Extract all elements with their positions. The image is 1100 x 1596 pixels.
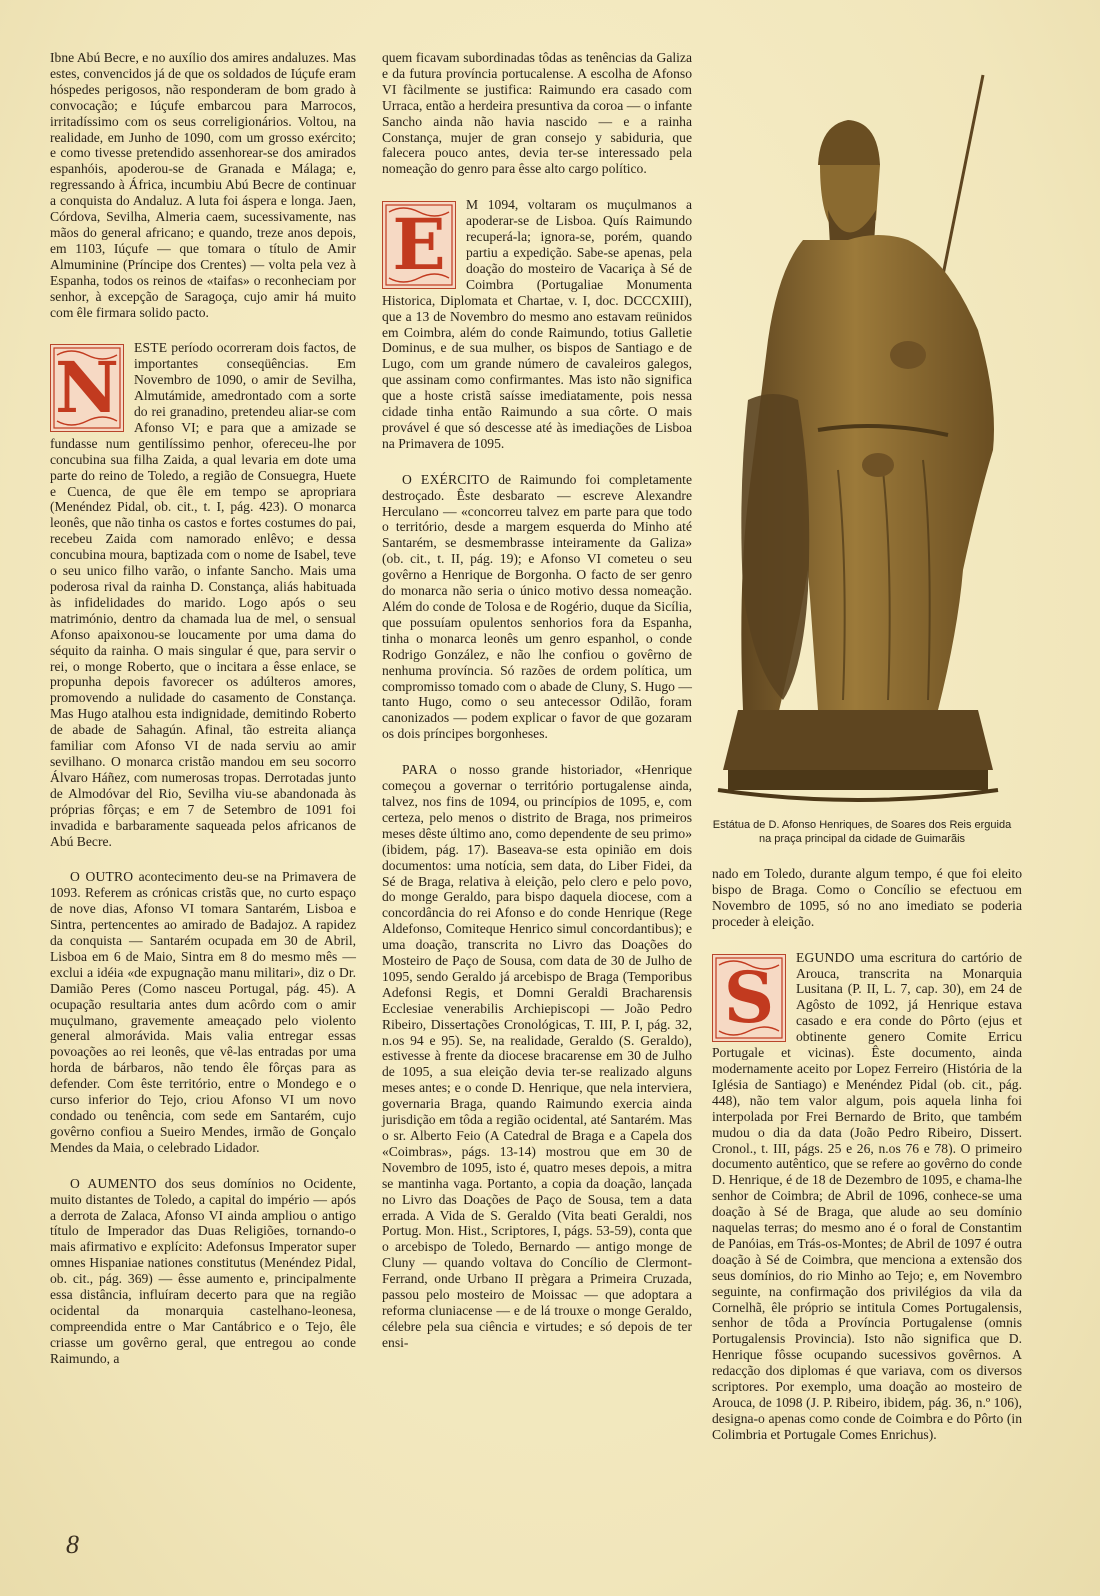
paragraph-text: de Raimundo foi completamente destroçado. Êste desbarato — escreve Alexandre Herculano — «concorreu talvez em parte para que todo o território, desde a margem esquerda do Minho até Santarém, se desmembrasse inteiramente da Galiza» (ob. cit., t. II, pág. 19); e Afonso VI cometeu o seu govêrno a Henrique de Borgonha. O facto de ser genro do monarca não seria o único motivo dessa nomeação. Além do conde de Tolosa e de Rogério, duque da Sicília, que possuíam opulentos senhorios fora da Espanha, tinha o monarca leonês um genro espanhol, o conde Rodrigo González, e não lhe confiou o govêrno de nenhuma província. Só razões de ordem política, um compromisso tomado com o abade de Cluny, S. Hugo — tanto Hugo, como o seu antecessor Odilão, foram canonizados — podem explicar o favor de que gozaram os dois príncipes borgonheses.: [382, 471, 692, 742]
dropcap-e-icon: [382, 201, 456, 289]
text-column-1: [50, 50, 356, 1367]
paragraph-text: 1094, voltaram os muçulmanos a apoderar-se de Lisboa. Quís Raimundo recuperá-la; ignora-se, porém, quando partiu a expedição. Sabe-se apenas, pela doação do mosteiro de Vacariça à Sé de Coimbra (Portugaliae Monumenta Historica, Diplomata et Chartae, v. I, doc. DCCCXIII), que a 13 de Novembro do mesmo ano estavam reünidos em Coimbra, além do conde Raimundo, totius Galletie Dominus, e de sua mulher, os bispos de Santiago e de Lugo, com um grande número de cavaleiros galegos, que assinam como confirmantes. Mas isto não significa que a hoste cristã saísse imediatamente, pois nessa cidade tinha então Raimundo a sua côrte. O mais provável é que só descesse até às imediações de Lisboa na Primavera de 1095.: [382, 197, 692, 451]
paragraph: [382, 762, 692, 1351]
paragraph: [50, 1176, 356, 1367]
paragraph: [382, 472, 692, 742]
dropcap-s-icon: [712, 954, 786, 1042]
paragraph: nado em Toledo, durante algum tempo, é que foi eleito bispo de Braga. Como o Concílio se efectuou em Novembro de 1095, só no ano imediato se poderia proceder à eleição.: [712, 866, 1022, 929]
paragraph-text: o nosso grande historiador, «Henrique começou a governar o território portugalense ainda, talvez, nos fins de 1094, ou princípios de 1095, e, com certeza, pelo menos o distrito de Braga, nos primeiros meses dêste último ano, como dependente de seu primo» (ibidem, pág. 17). Baseava-se esta opinião em dois documentos: uma notícia, sem data, do Liber Fidei, da Sé de Braga, relativa à eleição, pelo clero e pelo povo, do monge Geraldo, para bispo daquela diocese, com a concordância do rei Afonso e do conde Henrique (Rege Aldefonso, Comiteque Henrico simul concordantibus); e uma doação, transcrita no Livro das Doações do Mosteiro de Paço de Sousa, com data de 30 de Julho de 1095, sendo Geraldo já arcebispo de Braga (Temporibus Adefonsi Regis, et Domni Geraldi Bracharensis Ecclesiae venerabilis Archiepiscopi — João Pedro Ribeiro, Dissertações Cronológicas, T. III, P. I, pág. 32, n.os 94 e 95). Se, na realidade, Geraldo (S. Geraldo), estivesse à frente da diocese bracarense em 30 de Julho de 1095, a sua eleição devia ter-se realizado alguns meses antes; e o conde D. Henrique, que nela interviera, governaria Braga, quando Raimundo exercia ainda jurisdição em tôda a região ocidental, até Santarém. Mas o sr. Alberto Feio (A Catedral de Braga e a Capela dos «Coimbras», págs. 13-14) mostrou que em 30 de Novembro de 1095, isto é, quatro meses depois, a mitra se mantinha vaga. Portanto, a copia da doação, lançada no Livro das Doações de Paço de Sousa, tem a data errada. A Vida de S. Geraldo (Vita beati Geraldi, nos Portug. Mon. Hist., Scriptores, I, págs. 53-59), conta que o arcebispo de Toledo, Bernardo — antigo monge de Cluny — quando voltava do Concílio de Clermont-Ferrand, onde Urbano II prègara a Primeira Cruzada, passou pelo mosteiro de Moissac — que adoptara a reforma cluniacense — e de lá trouxe o monge Geraldo, célebre pela sua ciência e virtudes; e só depois de ter ensi-: [382, 762, 692, 1350]
text-column-3: [712, 866, 1022, 1443]
lead-word: PARA: [402, 762, 438, 778]
lead-word: M: [466, 197, 479, 213]
lead-word: O AUMENTO: [70, 1175, 157, 1191]
paragraph-text: período ocorreram dois factos, de importantes conseqüências. Em Novembro de 1090, o amir de Sevilha, Almutámide, amedrontado com a sorte do rei granadino, pretendeu aliar-se com Afonso VI; e para que a amizade se fundasse num gentilíssimo penhor, ofereceu-lhe por concubina sua filha Zaida, a qual levaria em dote uma parte do reino de Toledo, a região de Consuegra, Huete e Cuenca, de que êle em tempo se apropriara (Menéndez Pidal, ob. cit., t. I, pág. 423). O monarca leonês, que não tinha os castos e fortes costumes do pai, recebeu Zaida com namorado enlêvo; e dessa concubina moura, baptizada com o nome de Isabel, teve o seu unico filho varão, o infante Sancho. Mais uma poderosa rival da rainha D. Constança, aliás habituada às infidelidades do marido. Logo após o seu matrimónio, dentro da chamada lua de mel, o sensual Afonso apaixonou-se loucamente por uma dama do séquito da rainha. O mais singular é que, para servir o rei, o monge Roberto, que o incitara a êsse enlace, se propunha depois favorecer os adúlteros amores, promovendo a nulidade do casamento de Constança. Mas Hugo atalhou esta indignidade, demitindo Roberto de abade de Sahagún. Afinal, tão estreita aliança familiar com Afonso VI de nada serviu ao amir sevilhano. O monarca cristão mandou em seu socorro Álvaro Háñez, com numerosas tropas. Derrotadas junto de Almodóvar del Rio, Sevilha viu-se abandonada às próprias fôrças; e em 7 de Setembro de 1091 foi invadida e barbaramente saqueada pelos africanos de Abú Becre.: [50, 340, 356, 849]
image-caption: Estátua de D. Afonso Henriques, de Soares dos Reis erguida na praça principal da cidade de Guimarãis: [712, 819, 1012, 845]
paragraph: quem ficavam subordinadas tôdas as tenências da Galiza e da futura província portucalense. A escolha de Afonso VI fàcilmente se justifica: Raimundo era casado com Urraca, então a herdeira presuntiva da coroa — o infante Sancho ainda não havia nascido — e a rainha Constança, mujer de gran consejo y sabiduria, que falecera pouco antes, devia ter-se interessado pela nomeação do genro para êsse alto cargo político.: [382, 50, 692, 177]
paragraph-text: uma escritura do cartório de Arouca, transcrita na Monarquia Lusitana (P. II, L. 7, cap. 30), em 24 de Agôsto de 1092, já Henrique estava casado e era conde do Pôrto (ejus et obtinente genero Comite Erricu Portugale et vicinas). Êste documento, ainda modernamente aceito por Lopez Ferreiro (História de la Iglésia de Santiago) e Menéndez Pidal (ob. cit., pág. 448), não tem valor algum, pois aquela linha foi interpolada por Frei Bernardo de Brito, que também mudou o dia da data (João Pedro Ribeiro, Dissert. Cronol., t. III, págs. 25 e 26, n.os 76 e 78). O primeiro documento autêntico, que se refere ao govêrno do conde D. Henrique, é de 18 de Dezembro de 1095, e chama-lhe senhor de Coimbra; de Abril de 1096, conhece-se uma doação à Sé de Braga, que alude ao seu domínio naquelas terras; do mesmo ano é o foral de Constantim de Panóias, em Trás-os-Montes; de Abril de 1097 é outra doação à Sé de Coimbra, que menciona a extensão dos seus domínios, do rio Minho ao Tejo; e, em Novembro seguinte, na confirmação dos privilégios da vila da Cornelhã, êle próprio se intitula Comes Portugalensis, senhor de tôda a Província Portugalense (omnis Portugalensis Provincia). Isto não significa que D. Henrique fôsse ocupando sucessivos govêrnos. A redacção dos diplomas é que variava, com os diversos scriptores. Por exemplo, uma doação ao mosteiro de Arouca, de 1098 (J. P. Ribeiro, ibidem, pág. 36, n.º 106), designa-o apenas como conde de Coimbra e do Pôrto (in Colimbria et Portugale Comes Enrichus).: [712, 949, 1022, 1442]
dropcap-letter: E: [392, 203, 446, 287]
lead-word: O OUTRO: [70, 869, 134, 885]
paragraph-with-dropcap: [382, 197, 692, 452]
paragraph: Ibne Abú Becre, e no auxílio dos amires andaluzes. Mas estes, convencidos já de que os soldados de Iúçufe eram hóspedes perigosos, não responderam de bom grado à convocação; e Iúçufe embarcou para Marrocos, irritadíssimo com os seus correligionários. Voltou, na realidade, em Junho de 1090, com um grosso exército; e como tivesse pretendido assenhorear-se dos amirados espanhóis, apoderou-se de Granada e Málaga; e, regressando à África, incumbiu Abú Becre de continuar a conquista do Andaluz. A luta foi áspera e longa. Jaen, Córdova, Sevilha, Almeria caem, sucessivamente, nas mãos do general africano; e quando, treze anos depois, em 1103, Iúçufe — que tomara o título de Amir Almuminine (Príncipe dos Crentes) — volta pela vez à Espanha, todos os reinos de «taifas» o reconheciam por senhor, à excepção de Saragoça, cujo amir há muito com êle firmara solido pacto.: [50, 50, 356, 320]
lead-word: EGUNDO: [796, 949, 855, 965]
paragraph-with-dropcap: [712, 950, 1022, 1443]
dropcap-letter: S: [723, 955, 775, 1039]
lead-word: O EXÉRCITO: [402, 471, 490, 487]
statue-illustration-icon: [708, 70, 1008, 815]
dropcap-letter: N: [55, 346, 119, 430]
paragraph: [50, 869, 356, 1155]
text-column-2: [382, 50, 692, 1351]
dropcap-n-icon: [50, 344, 124, 432]
paragraph-with-dropcap: [50, 340, 356, 849]
paragraph-text: acontecimento deu-se na Primavera de 1093. Referem as crónicas cristãs que, no curto espaço de nove dias, Afonso VI tomara Santarém, Lisboa e Sintra, pertencentes ao amirado de Badajoz. A rapidez da conquista — Santarém ocupada em 30 de Abril, Lisboa em 6 de Maio, Sintra em 8 do mesmo mês — exclui a idéia «de expugnação manu militari», diz o Dr. Damião Peres (Como nasceu Portugal, pág. 45). A ocupação resultaria antes dum acôrdo com o amir muçulmano, gravemente ameaçado pelo violento general almorávida. Mais valia entregar essas povoações ao rei leonês, que vê-las entradas por uma horda de bárbaros, não tendo êle fôrças para as defender. Com êste território, entre o Mondego e o curso inferior do Tejo, criou Afonso VI um novo condado ou tenência, com sede em Santarém, cujo govêrno confiou a Sueiro Mendes, irmão de Gonçalo Mendes da Maia, o celebrado Lidador.: [50, 869, 356, 1155]
paragraph-text: dos seus domínios no Ocidente, muito distantes de Toledo, a capital do império — após a derrota de Zalaca, Afonso VI ainda ampliou o antigo título de Imperador das Duas Religiões, tornando-o mais afirmativo e explícito: Adefonsus Imperator super omnes Hispaniae nationes constitutus (Menéndez Pidal, ob. cit., pág. 369) — êsse aumento e, principalmente essa distância, influíram decerto para que na região ocidental da monarquia castelhano-leonesa, compreendida entre o Mar Cantábrico e o Tejo, êle criasse um govêrno geral, que entregou ao conde Raimundo, a: [50, 1175, 357, 1366]
page-number: 8: [66, 1530, 79, 1559]
lead-word: ESTE: [134, 340, 168, 356]
